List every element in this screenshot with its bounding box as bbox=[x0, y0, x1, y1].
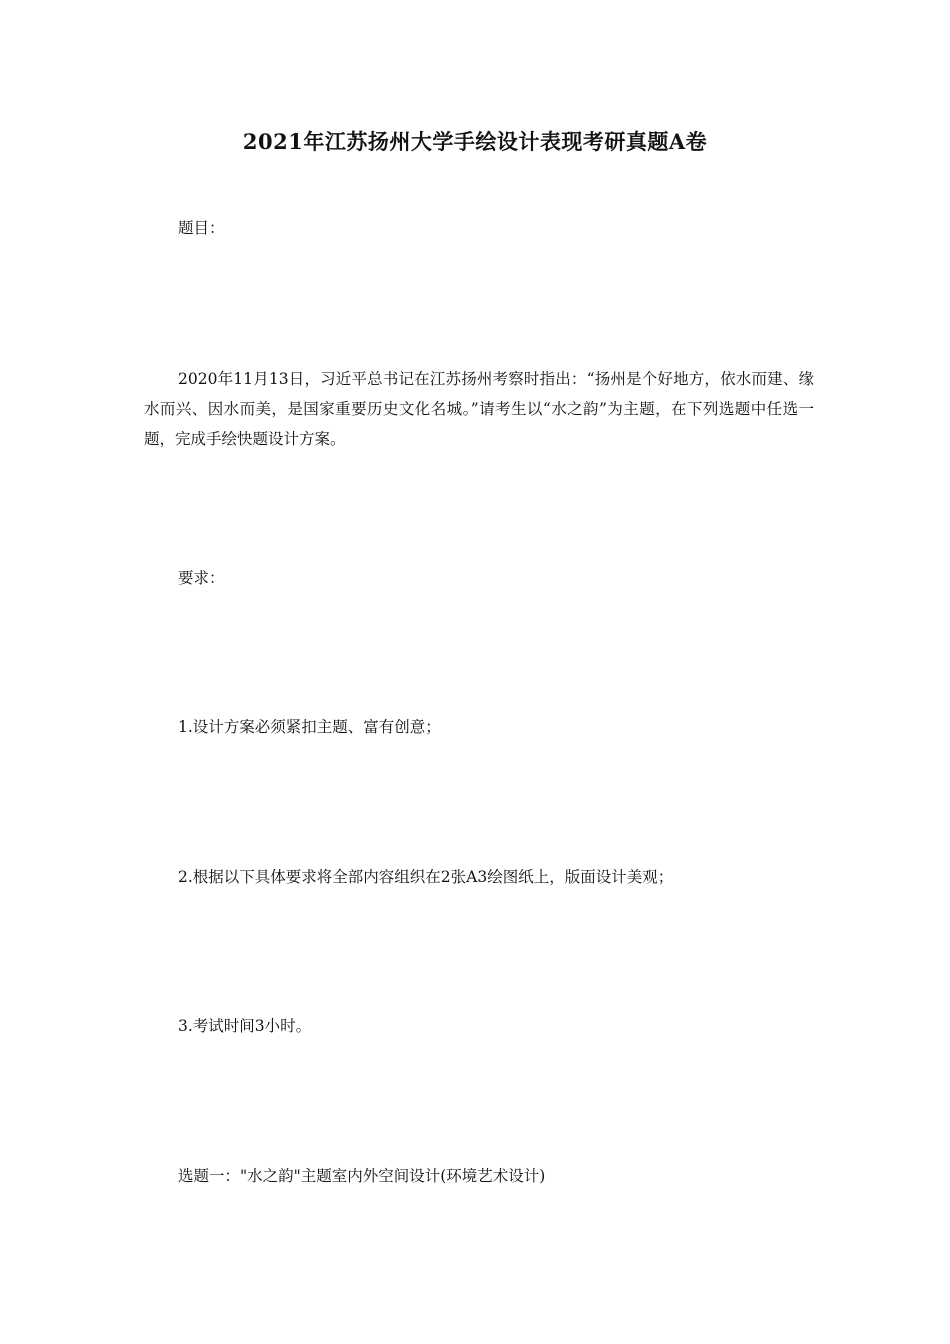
requirement-item-3: 3.考试时间3小时。 bbox=[178, 1017, 312, 1035]
topic-label: 题目： bbox=[178, 219, 225, 237]
document-title: 2021年江苏扬州大学手绘设计表现考研真题A卷 bbox=[242, 129, 708, 154]
option-one-heading: 选题一："水之韵"主题室内外空间设计(环境艺术设计) bbox=[178, 1167, 546, 1185]
intro-paragraph: 2020年11月13日，习近平总书记在江苏扬州考察时指出：“扬州是个好地方，依水而建、缘水而兴、因水而美，是国家重要历史文化名城。”请考生以“水之韵”为主题，在下列选题中任选一题，完成手绘快题设计方案。 bbox=[144, 370, 814, 448]
requirement-item-2: 2.根据以下具体要求将全部内容组织在2张A3绘图纸上，版面设计美观； bbox=[178, 868, 674, 886]
requirements-label: 要求： bbox=[178, 569, 225, 587]
requirement-item-1: 1.设计方案必须紧扣主题、富有创意； bbox=[178, 718, 441, 736]
